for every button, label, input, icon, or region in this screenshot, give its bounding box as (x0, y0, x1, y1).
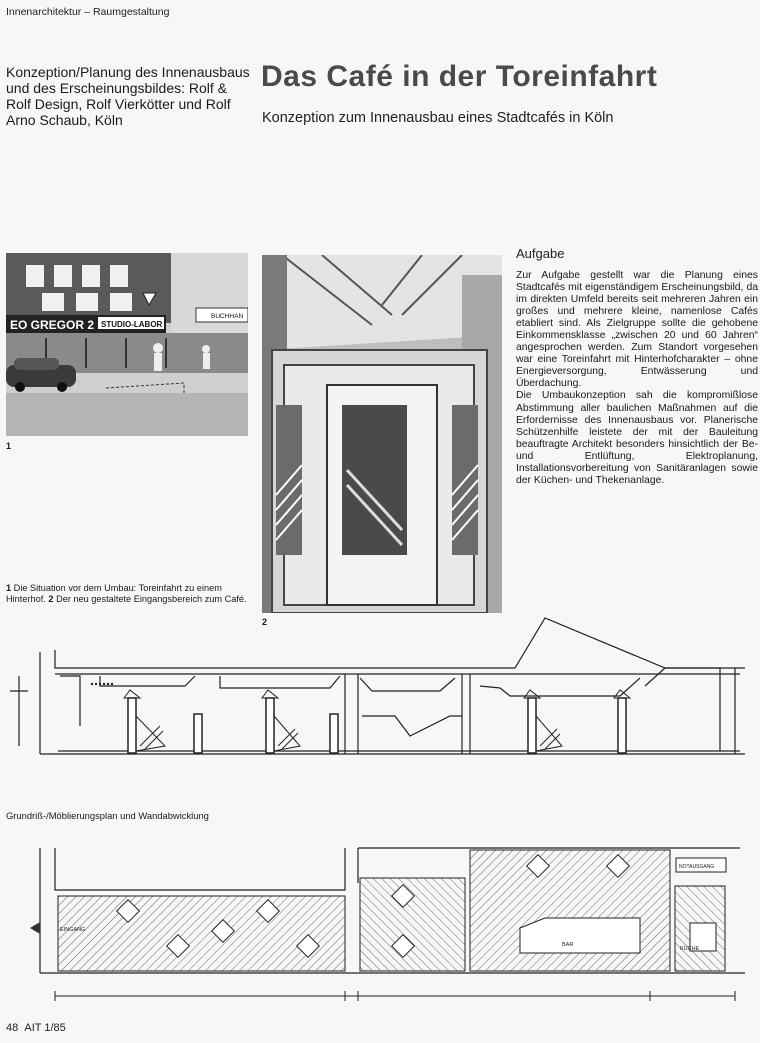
article-title: Das Café in der Toreinfahrt (261, 60, 658, 93)
caption-number-2: 2 (48, 594, 54, 604)
label-kuche: KÜCHE (680, 946, 700, 952)
label-bar: BAR (562, 942, 574, 948)
body-paragraph-1: Zur Aufgabe gestellt war die Planung eines Stadtcafés mit eigenständigem Erscheinungsbild, da im direkten Umfeld bereits seit mehreren Jahren ein großes und mehrere kleine, namenlose Cafés etabliert sind. Als Zielgruppe sollte die gehobene Einkommensklasse „zwischen 20 und 60 Jahren“ angesprochen werden. Zum Standort vorgesehen war eine Toreinfahrt mit Hinterhofcharakter – ohne Energieversorgung, Entwässerung und Überdachung. (516, 270, 758, 390)
article-subtitle: Konzeption zum Innenausbau eines Stadtcafés in Köln (262, 110, 614, 126)
floor-plan-drawing (0, 828, 760, 1010)
section-heading: Aufgabe (516, 246, 565, 261)
figure-1-photo (6, 253, 248, 436)
figure-2-number: 2 (262, 617, 268, 627)
section-kicker: Innenarchitektur – Raumgestaltung (6, 6, 170, 18)
section-body (516, 270, 758, 487)
body-paragraph-2: Die Umbaukonzeption sah die kompromißlose Abstimmung aller baulichen Maßnahmen auf die Erfordernisse des Innenausbaus vor. Planerische Schützenhilfe leistete der mit der Bauleitung beauftragte Architekt besonders hinsichtlich der Be- und Entlüftung, Elektroplanung, Installationsvorbereitung von Sanitäranlagen sowie der Küchen- und Thekenanlage. (516, 390, 758, 486)
page-footer (6, 1022, 66, 1034)
figure-1-number: 1 (6, 441, 12, 451)
elevation-svg (0, 616, 760, 766)
caption-number-1: 1 (6, 583, 12, 593)
figure-caption (6, 583, 251, 605)
studio-sign: STUDIO-LABOR (101, 320, 163, 329)
wall-elevation-drawing (0, 616, 760, 766)
caption-text-2: Der neu gestaltete Eingangsbereich zum Café. (53, 594, 247, 604)
page-number: 48 (6, 1022, 19, 1034)
caption-text-1: Die Situation vor dem Umbau: Toreinfahrt zu einem Hinterhof. (6, 583, 222, 604)
buch-sign: BUCHHAN (211, 313, 244, 320)
plan-caption: Grundriß-/Möblierungsplan und Wandabwicklung (6, 810, 209, 821)
label-notausgang: NOTAUSGANG (679, 864, 715, 870)
label-eingang: EINGANG (60, 927, 86, 933)
shop-sign: EO GREGOR 2 (10, 318, 95, 332)
floor-plan-svg (0, 828, 760, 1010)
credits: Konzeption/Planung des Innenausbaus und des Erscheinungsbildes: Rolf & Rolf Design, Rolf Vierkötter und Rolf Arno Schaub, Köln (6, 64, 250, 128)
entrance-photo-illustration (262, 255, 502, 613)
figure-2-photo (262, 255, 502, 613)
street-photo-illustration (6, 253, 248, 436)
journal-issue: AIT 1/85 (24, 1022, 66, 1034)
